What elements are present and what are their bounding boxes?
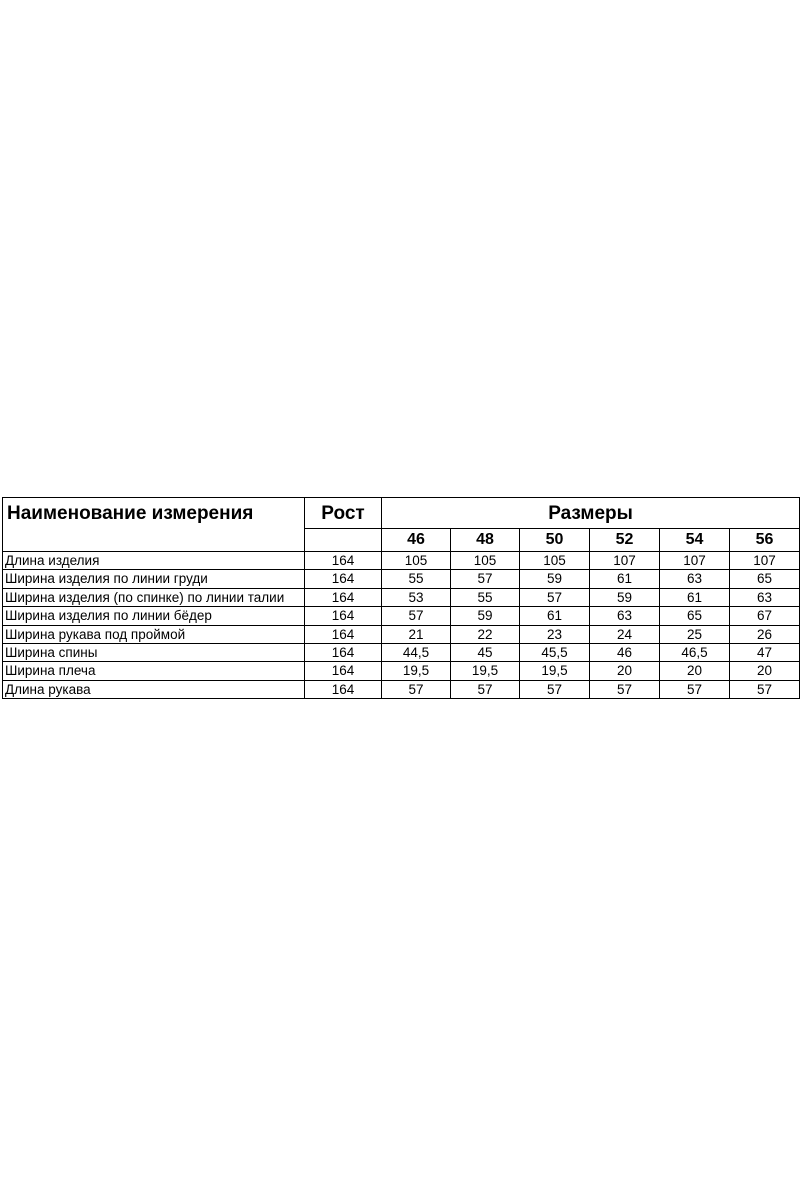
measurement-label: Ширина изделия (по спинке) по линии талии [3, 588, 305, 606]
height-value: 164 [305, 607, 382, 625]
size-value: 57 [660, 680, 730, 698]
size-value: 53 [382, 588, 451, 606]
size-value: 57 [451, 570, 520, 588]
size-value: 59 [520, 570, 590, 588]
table-row [3, 625, 800, 643]
measurement-label: Ширина рукава под проймой [3, 625, 305, 643]
size-value: 61 [520, 607, 590, 625]
height-value: 164 [305, 662, 382, 680]
size-46-header: 46 [382, 529, 451, 552]
size-value: 57 [730, 680, 800, 698]
size-value: 57 [520, 680, 590, 698]
table-body [3, 498, 800, 699]
size-value: 45 [451, 643, 520, 661]
sizes-header: Размеры [382, 498, 800, 529]
size-value: 65 [730, 570, 800, 588]
table-row [3, 662, 800, 680]
size-48-header: 48 [451, 529, 520, 552]
measurement-label: Ширина плеча [3, 662, 305, 680]
size-value: 47 [730, 643, 800, 661]
table-row [3, 643, 800, 661]
height-subheader-empty [305, 529, 382, 552]
height-header: Рост [305, 498, 382, 529]
measurement-name-header: Наименование измерения [3, 498, 305, 552]
measurement-label: Длина рукава [3, 680, 305, 698]
size-50-header: 50 [520, 529, 590, 552]
size-value: 23 [520, 625, 590, 643]
measurement-label: Ширина изделия по линии груди [3, 570, 305, 588]
table-row [3, 552, 800, 570]
size-value: 63 [730, 588, 800, 606]
size-value: 107 [660, 552, 730, 570]
size-value: 46 [590, 643, 660, 661]
size-value: 26 [730, 625, 800, 643]
size-value: 21 [382, 625, 451, 643]
size-value: 57 [451, 680, 520, 698]
size-value: 107 [730, 552, 800, 570]
table-row [3, 607, 800, 625]
table-row [3, 680, 800, 698]
size-value: 19,5 [520, 662, 590, 680]
size-value: 59 [590, 588, 660, 606]
size-56-header: 56 [730, 529, 800, 552]
size-52-header: 52 [590, 529, 660, 552]
header-row [3, 498, 800, 529]
size-value: 57 [382, 680, 451, 698]
height-value: 164 [305, 570, 382, 588]
size-chart-table [2, 497, 800, 699]
size-54-header: 54 [660, 529, 730, 552]
table-row [3, 588, 800, 606]
size-value: 57 [590, 680, 660, 698]
height-value: 164 [305, 552, 382, 570]
size-value: 46,5 [660, 643, 730, 661]
table-row [3, 570, 800, 588]
size-value: 19,5 [382, 662, 451, 680]
height-value: 164 [305, 643, 382, 661]
height-value: 164 [305, 588, 382, 606]
size-value: 105 [520, 552, 590, 570]
size-value: 24 [590, 625, 660, 643]
size-value: 61 [660, 588, 730, 606]
size-value: 55 [451, 588, 520, 606]
size-value: 19,5 [451, 662, 520, 680]
size-value: 63 [590, 607, 660, 625]
size-value: 22 [451, 625, 520, 643]
size-value: 20 [660, 662, 730, 680]
size-value: 44,5 [382, 643, 451, 661]
height-value: 164 [305, 625, 382, 643]
size-value: 107 [590, 552, 660, 570]
size-value: 25 [660, 625, 730, 643]
size-value: 67 [730, 607, 800, 625]
size-value: 57 [520, 588, 590, 606]
size-value: 65 [660, 607, 730, 625]
size-value: 61 [590, 570, 660, 588]
size-value: 20 [730, 662, 800, 680]
height-value: 164 [305, 680, 382, 698]
size-value: 63 [660, 570, 730, 588]
size-value: 105 [382, 552, 451, 570]
measurement-label: Длина изделия [3, 552, 305, 570]
size-value: 45,5 [520, 643, 590, 661]
size-value: 55 [382, 570, 451, 588]
size-value: 105 [451, 552, 520, 570]
size-value: 20 [590, 662, 660, 680]
measurement-label: Ширина спины [3, 643, 305, 661]
size-value: 57 [382, 607, 451, 625]
size-value: 59 [451, 607, 520, 625]
measurement-label: Ширина изделия по линии бёдер [3, 607, 305, 625]
